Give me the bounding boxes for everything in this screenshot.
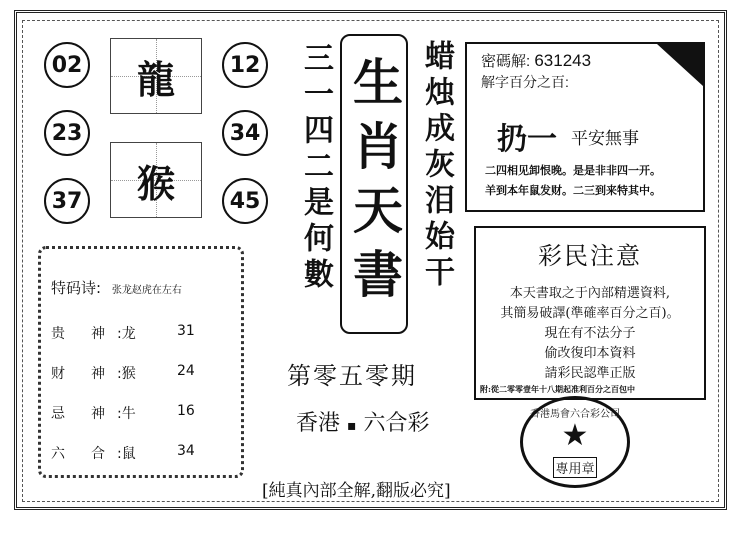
poem-row-val: :龙 — [117, 326, 136, 342]
number-circle: 12 — [222, 42, 268, 88]
zodiac-character: 猴 — [136, 160, 175, 206]
zodiac-box-dragon — [110, 38, 202, 114]
stamp-ring-text: 香港馬會六合彩公司 — [530, 409, 620, 420]
password-label: 密碼解: — [481, 53, 531, 70]
corner-triangle-icon — [657, 44, 703, 86]
notice-line: 現在有不法分子 — [544, 326, 636, 341]
poem-row-mid: 神 — [91, 366, 105, 382]
poem-row-mid: 合 — [91, 446, 105, 462]
poem-row-num: 24 — [177, 363, 195, 379]
official-stamp — [520, 396, 630, 488]
star-icon: ★ — [561, 418, 589, 453]
poem-box — [38, 246, 244, 478]
notice-footnote: 附:從二零零壹年十八期起准利百分之百包中 — [480, 384, 635, 394]
answer-main: 扔一 — [497, 122, 557, 157]
poem-row-val: :鼠 — [117, 446, 136, 462]
number-circle: 23 — [44, 110, 90, 156]
notice-line: 請彩民認準正版 — [544, 366, 636, 381]
issue-number: 第零五零期 — [287, 362, 417, 390]
notice-line: 其簡易破譯(準確率百分之百)。 — [500, 306, 680, 321]
notice-line: 偷改復印本資料 — [544, 346, 636, 361]
poem-vertical-text: 蜡烛成灰泪始干 — [419, 40, 454, 292]
answer-line: 二四相见卸恨晚。是是非非四一开。 — [485, 164, 661, 177]
poem-verse: 张龙赵虎在左右 — [111, 285, 182, 296]
poem-row-name: 财 — [51, 366, 65, 382]
brand-line — [296, 406, 430, 437]
notice-box — [474, 226, 706, 400]
poem-row-name: 忌 — [51, 406, 65, 422]
password-sub-label: 解字百分之百: — [481, 74, 569, 90]
answer-line: 羊到本年鼠发财。二三到来特其中。 — [485, 184, 661, 197]
number-circle: 37 — [44, 178, 90, 224]
zodiac-character: 龍 — [136, 56, 175, 102]
poem-row-num: 31 — [177, 323, 195, 339]
riddle-text: 三一四二是何數 — [298, 42, 333, 294]
poem-row-name: 贵 — [51, 326, 65, 342]
brand-left: 香港 — [296, 411, 341, 436]
poem-row-val: :牛 — [117, 406, 136, 422]
poem-row-val: :猴 — [117, 366, 136, 382]
number-circle: 34 — [222, 110, 268, 156]
page-title: 生肖天書 — [345, 56, 404, 312]
stamp-seal-text: 專用章 — [553, 457, 597, 478]
password-value: 631243 — [534, 51, 592, 70]
poem-row-num: 34 — [177, 443, 195, 459]
poem-row-mid: 神 — [91, 406, 105, 422]
answer-note: 平安無事 — [571, 129, 639, 149]
number-circle: 45 — [222, 178, 268, 224]
poem-label-row — [51, 277, 182, 298]
password-box — [465, 42, 705, 212]
notice-line: 本天書取之于內部精選資料, — [509, 286, 671, 301]
poem-row-num: 16 — [177, 403, 195, 419]
poem-label: 特码诗: — [51, 279, 102, 297]
notice-title: 彩民注意 — [538, 242, 642, 270]
brand-bullet: ▪ — [347, 418, 357, 434]
title-box — [340, 34, 408, 334]
zodiac-box-monkey — [110, 142, 202, 218]
poem-row-mid: 神 — [91, 326, 105, 342]
brand-right: 六合彩 — [363, 411, 430, 436]
poem-row-name: 六 — [51, 446, 65, 462]
footer-text: [純真內部全解,翻版必究] — [262, 481, 451, 501]
number-circle: 02 — [44, 42, 90, 88]
